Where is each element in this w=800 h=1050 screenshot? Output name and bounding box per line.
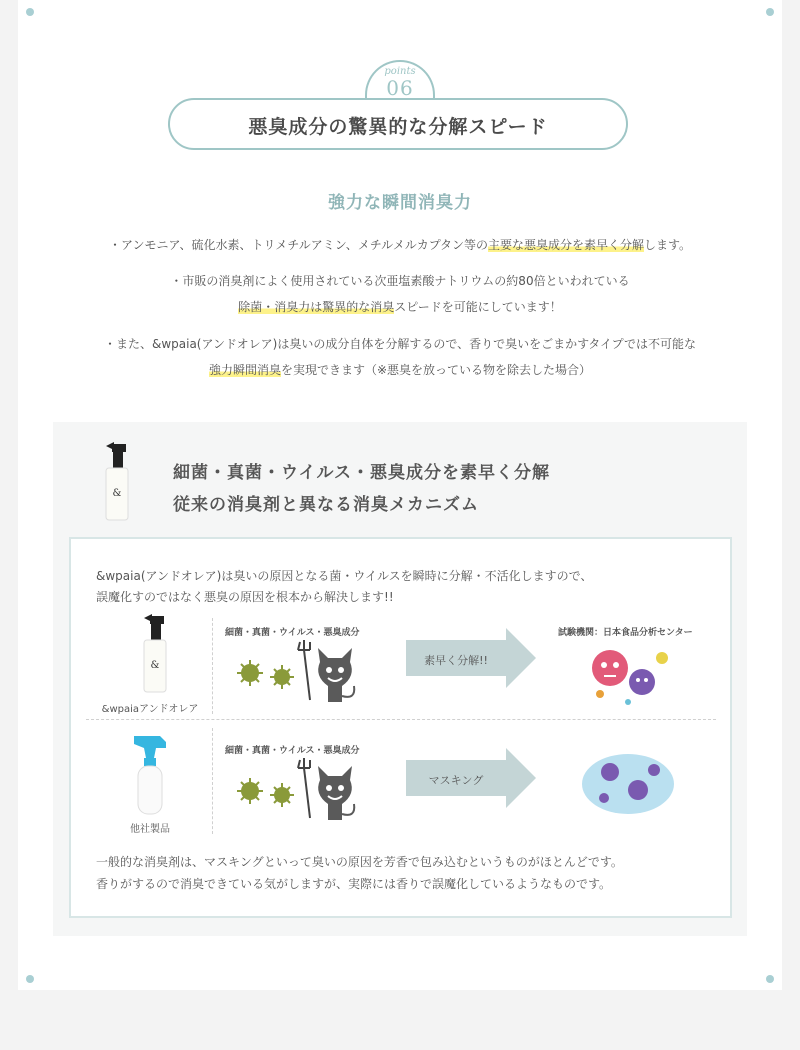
highlight: 強力瞬間消臭 bbox=[208, 363, 281, 377]
paragraph-3-line-1: ・また、&wpaia(アンドオレア)は臭いの成分自体を分解するので、香りで臭いをごまかすタイプでは不可能な bbox=[103, 337, 697, 351]
corner-dot bbox=[766, 8, 774, 16]
spray-bottle-icon bbox=[100, 440, 134, 522]
masked-germs-icon bbox=[580, 750, 676, 816]
product-label: &wpaiaアンドオレア bbox=[101, 704, 199, 715]
germs-devil-icon bbox=[230, 758, 370, 828]
divider bbox=[86, 719, 716, 720]
arrow-label: 素早く分解!! bbox=[424, 654, 488, 667]
test-institution-label: 試験機関：日本食品分析センター bbox=[558, 628, 693, 638]
outro-line-2: 香りがするので消臭できている気がしますが、実際には香りで誤魔化しているようなものです。 bbox=[96, 877, 612, 891]
intro-line-1: &wpaia(アンドオレア)は臭いの原因となる菌・ウイルスを瞬時に分解・不活化しますので、 bbox=[96, 569, 593, 583]
svg-text:&: & bbox=[150, 660, 160, 671]
paragraph-2-line-1: ・市販の消臭剤によく使用されている次亜塩素酸ナトリウムの約80倍といわれている bbox=[170, 274, 630, 288]
outro-line-1: 一般的な消臭剤は、マスキングといって臭いの原因を芳香で包み込むというものがほとんどです。 bbox=[96, 855, 623, 869]
paragraph-1: ・アンモニア、硫化水素、トリメチルアミン、メチルメルカプタン等の主要な悪臭成分を素早く分解します。 bbox=[108, 238, 692, 252]
trigger-spray-bottle-icon bbox=[128, 732, 176, 816]
mechanism-title-2: 従来の消臭剤と異なる消臭メカニズム bbox=[173, 495, 479, 515]
points-word: points bbox=[384, 66, 416, 77]
paragraph-3-line-2: 強力瞬間消臭を実現できます（※悪臭を放っている物を除去した場合） bbox=[208, 363, 592, 377]
highlight: 除菌・消臭力は驚異的な消臭 bbox=[238, 300, 395, 314]
highlight: 主要な悪臭成分を素早く分解 bbox=[487, 238, 644, 252]
arrow-label: マスキング bbox=[428, 774, 484, 787]
divider bbox=[212, 618, 213, 714]
intro-line-2: 誤魔化すのではなく悪臭の原因を根本から解決します!! bbox=[96, 590, 394, 604]
germs-devil-icon bbox=[230, 640, 370, 710]
divider bbox=[212, 728, 213, 834]
corner-dot bbox=[26, 8, 34, 16]
germs-label: 細菌・真菌・ウイルス・悪臭成分 bbox=[225, 746, 360, 756]
section-heading: 悪臭成分の驚異的な分解スピード bbox=[248, 116, 548, 138]
germs-label: 細菌・真菌・ウイルス・悪臭成分 bbox=[225, 628, 360, 638]
corner-dot bbox=[26, 975, 34, 983]
points-number: 06 bbox=[386, 76, 414, 100]
corner-dot bbox=[766, 975, 774, 983]
destroyed-germs-icon bbox=[580, 638, 680, 710]
product-label: 他社製品 bbox=[130, 824, 170, 835]
subtitle: 強力な瞬間消臭力 bbox=[328, 193, 472, 213]
paragraph-2-line-2: 除菌・消臭力は驚異的な消臭スピードを可能にしています！ bbox=[238, 300, 562, 314]
svg-text:&: & bbox=[112, 488, 122, 499]
mechanism-title-1: 細菌・真菌・ウイルス・悪臭成分を素早く分解 bbox=[173, 463, 550, 483]
spray-bottle-icon bbox=[138, 612, 172, 694]
